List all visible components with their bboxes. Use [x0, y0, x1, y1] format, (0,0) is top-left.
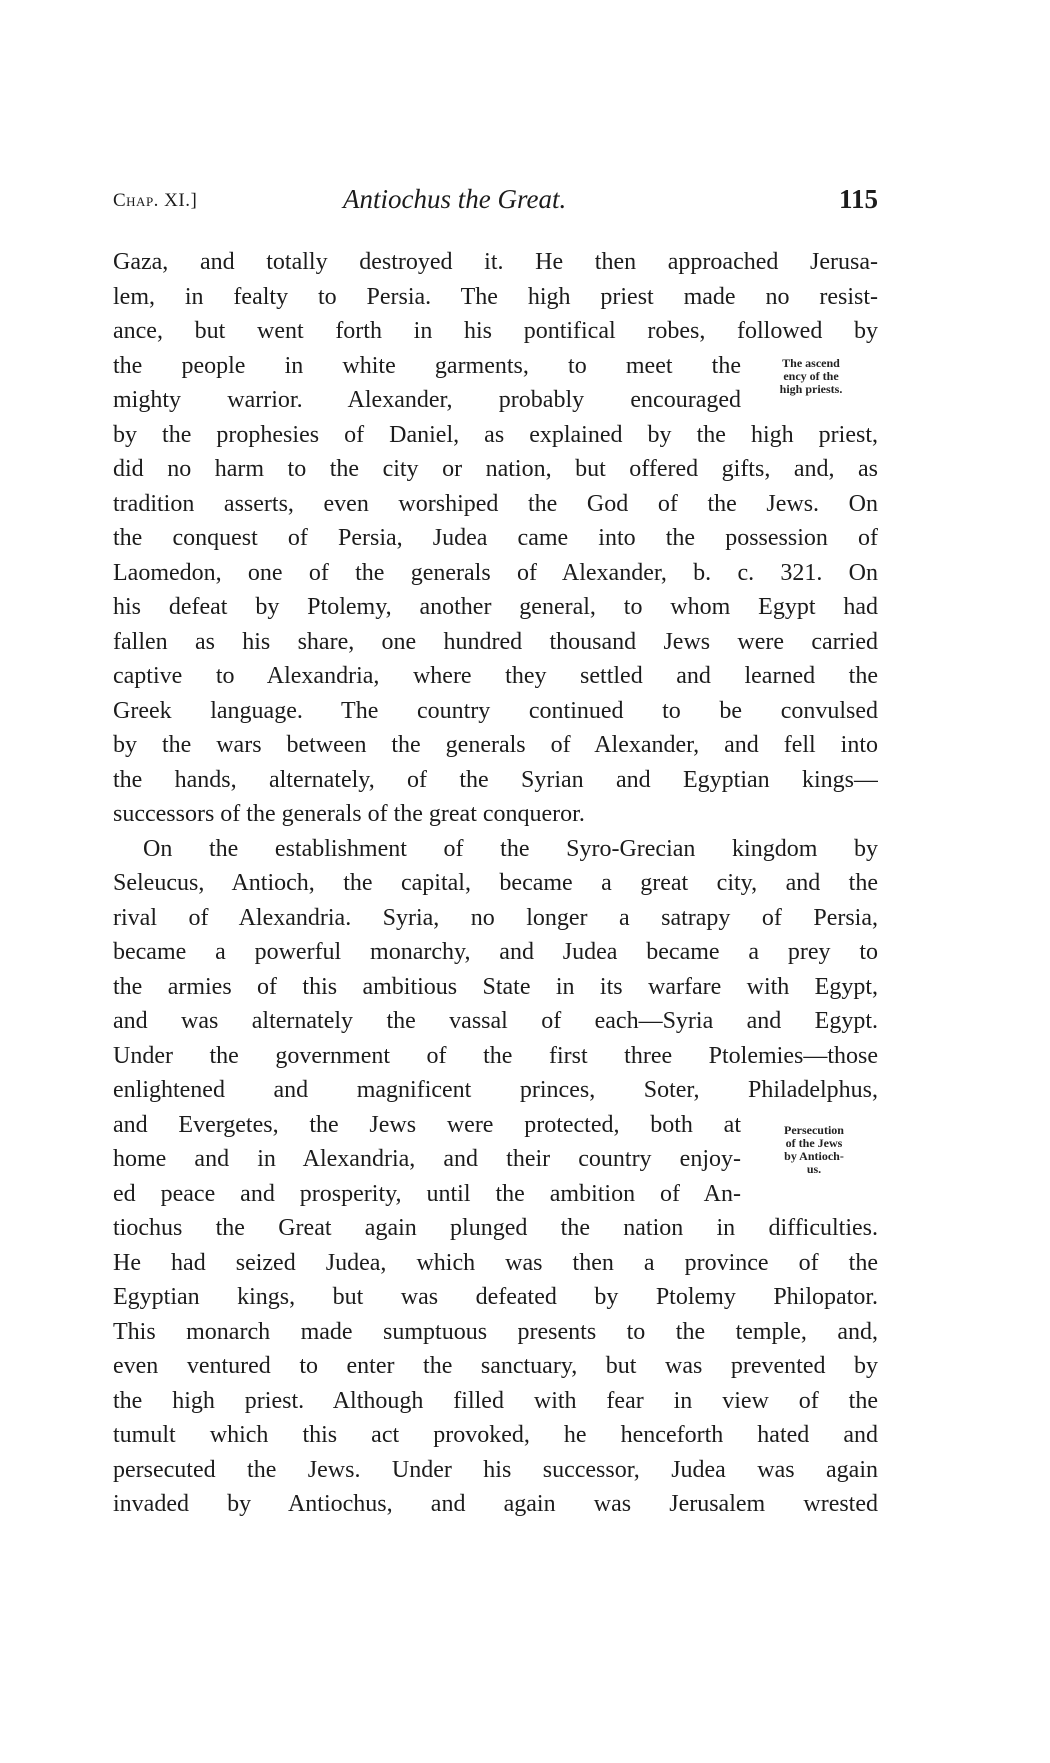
text-line: Laomedon, one of the generals of Alexander, b. c. 321. On	[113, 559, 878, 586]
text-line: did no harm to the city or nation, but offered gifts, and, as	[113, 456, 878, 482]
text-line: the armies of this ambitious State in its warfare with Egypt,	[113, 973, 878, 1000]
text-line: Egyptian kings, but was defeated by Ptolemy Philopator.	[113, 1284, 878, 1310]
text-line: tumult which this act provoked, he henceforth hated and	[113, 1422, 878, 1448]
text-line: the people in white garments, to meet the	[113, 352, 741, 379]
text-line: lem, in fealty to Persia. The high priest made no resist-	[113, 283, 878, 310]
text-line: tradition asserts, even worshiped the God of the Jews. On	[113, 490, 878, 517]
text-line: ance, but went forth in his pontifical robes, followed by	[113, 318, 878, 344]
text-line: his defeat by Ptolemy, another general, to whom Egypt had	[113, 594, 878, 620]
text-line: Under the government of the first three Ptolemies—those	[113, 1042, 878, 1069]
marginal-note-line: ency of the	[783, 369, 839, 383]
text-line: He had seized Judea, which was then a province of the	[113, 1249, 878, 1276]
marginal-note-line: high priests.	[779, 382, 843, 396]
running-title: Antiochus the Great.	[343, 184, 567, 214]
text-line: the conquest of Persia, Judea came into the possession of	[113, 525, 878, 551]
text-line: mighty warrior. Alexander, probably encouraged	[113, 387, 741, 413]
chapter-label: Chap. XI.]	[113, 190, 198, 211]
text-line: even ventured to enter the sanctuary, but was prevented by	[113, 1353, 878, 1379]
text-line: Greek language. The country continued to be convulsed	[113, 697, 878, 724]
marginal-note-line: The ascend	[782, 356, 840, 370]
text-line: On the establishment of the Syro-Grecian kingdom by	[143, 835, 878, 862]
text-line: This monarch made sumptuous presents to the temple, and,	[113, 1318, 878, 1345]
text-line: and was alternately the vassal of each—Syria and Egypt.	[113, 1008, 878, 1034]
marginal-note-line: by Antioch-	[784, 1149, 844, 1163]
text-line: fallen as his share, one hundred thousand Jews were carried	[113, 628, 878, 655]
marginal-note-line: of the Jews	[785, 1136, 843, 1150]
text-line: became a powerful monarchy, and Judea became a prey to	[113, 939, 878, 965]
text-line: the hands, alternately, of the Syrian and Egyptian kings—	[113, 766, 878, 793]
text-line: ed peace and prosperity, until the ambition of An-	[113, 1180, 741, 1207]
page-number: 115	[838, 184, 878, 214]
text-line: successors of the generals of the great conqueror.	[113, 801, 585, 827]
text-line: invaded by Antiochus, and again was Jerusalem wrested	[113, 1491, 878, 1517]
text-line: enlightened and magnificent princes, Soter, Philadelphus,	[113, 1077, 878, 1103]
text-line: Gaza, and totally destroyed it. He then approached Jerusa-	[113, 249, 878, 275]
text-line: Seleucus, Antioch, the capital, became a great city, and the	[113, 870, 878, 896]
text-line: persecuted the Jews. Under his successor, Judea was again	[113, 1456, 878, 1483]
running-header	[113, 184, 878, 224]
text-line: captive to Alexandria, where they settled and learned the	[113, 663, 878, 689]
text-line: rival of Alexandria. Syria, no longer a satrapy of Persia,	[113, 904, 878, 931]
text-line: by the prophesies of Daniel, as explained by the high priest,	[113, 421, 878, 448]
text-line: home and in Alexandria, and their country enjoy-	[113, 1146, 741, 1172]
marginal-note-line: Persecution	[784, 1123, 844, 1137]
body-text	[113, 245, 878, 1522]
text-line: by the wars between the generals of Alexander, and fell into	[113, 732, 878, 758]
text-line: the high priest. Although filled with fear in view of the	[113, 1387, 878, 1414]
marginal-note-line: us.	[806, 1162, 822, 1176]
text-line: and Evergetes, the Jews were protected, both at	[113, 1111, 741, 1138]
text-line: tiochus the Great again plunged the nation in difficulties.	[113, 1215, 878, 1241]
